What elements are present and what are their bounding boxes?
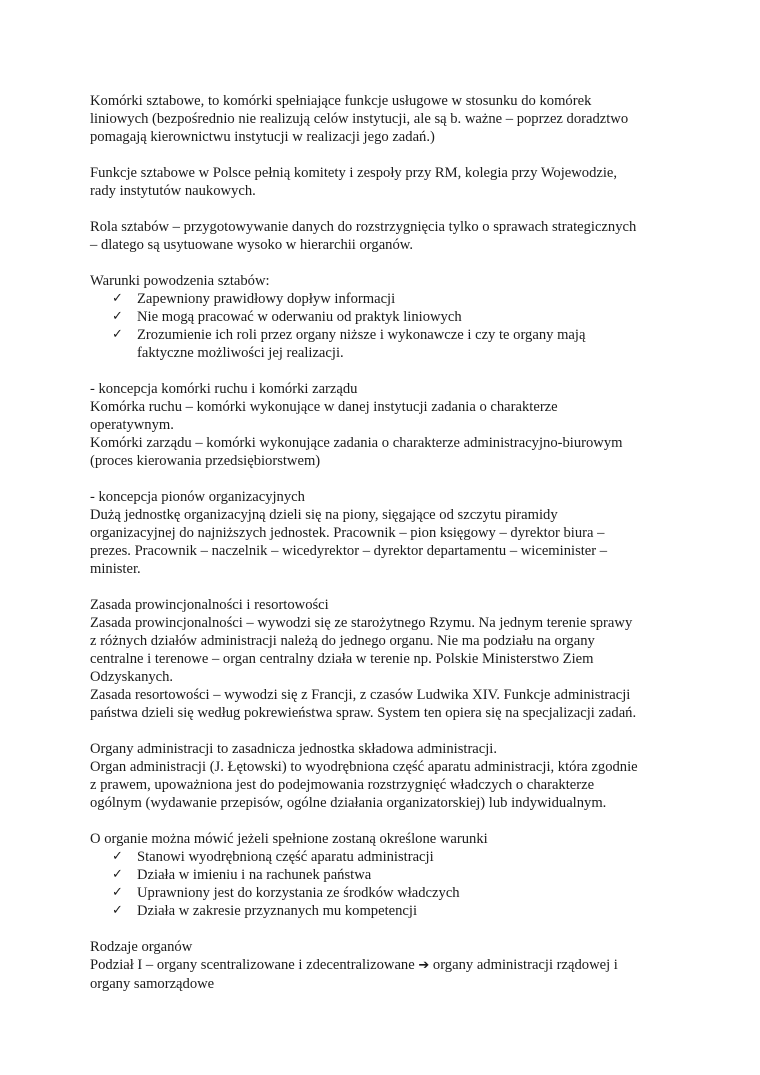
text-line: rady instytutów naukowych. [90, 183, 256, 199]
list-item [90, 866, 670, 884]
check-icon: ✓ [112, 309, 123, 324]
text-line: pomagają kierownictwu instytucji w realizacji jego zadań.) [90, 129, 435, 145]
text-line: Działa w imieniu i na rachunek państwa [137, 867, 372, 883]
text-line: Zasada prowincjonalności – wywodzi się ze starożytnego Rzymu. Na jednym terenie sprawy [90, 615, 633, 631]
text-line: Stanowi wyodrębnioną część aparatu administracji [137, 849, 434, 865]
list-item [90, 308, 670, 326]
text-line: Organ administracji (J. Łętowski) to wyodrębniona część aparatu administracji, która zgodnie [90, 759, 638, 775]
paragraph-komorka-ruchu [90, 380, 670, 470]
text-line: Nie mogą pracować w oderwaniu od praktyk liniowych [137, 309, 462, 325]
text-line: faktyczne możliwości jej realizacji. [137, 345, 344, 361]
text-line: Zasada resortowości – wywodzi się z Francji, z czasów Ludwika XIV. Funkcje administracji [90, 687, 631, 703]
text-line: Zasada prowincjonalności i resortowości [90, 597, 329, 613]
list-item [90, 848, 670, 866]
text-line: Uprawniony jest do korzystania ze środków władczych [137, 885, 460, 901]
text-line: z różnych działów administracji należą do jednego organu. Nie ma podziału na organy [90, 633, 595, 649]
text-line: Odzyskanych. [90, 669, 174, 685]
check-icon: ✓ [112, 867, 123, 882]
text-line: Komórki sztabowe, to komórki spełniające funkcje usługowe w stosunku do komórek [90, 93, 592, 109]
text-line [90, 956, 670, 975]
text-line: ogólnym (wydawanie przepisów, ogólne działania organizatorskiej) lub indywidualnym. [90, 795, 607, 811]
paragraph-rodzaje-organow [90, 938, 670, 993]
text-line: Komórka ruchu – komórki wykonujące w danej instytucji zadania o charakterze [90, 399, 558, 415]
checklist-warunki-sztabow [90, 290, 670, 362]
check-icon: ✓ [112, 849, 123, 864]
paragraph-zasada-prowincjonalnosci [90, 596, 670, 722]
list-item [90, 884, 670, 902]
document-page [90, 92, 670, 1011]
heading-warunki-organu [90, 830, 670, 848]
text-line: z prawem, upoważniona jest do podejmowania rozstrzygnięć władczych o charakterze [90, 777, 595, 793]
list-item [90, 326, 670, 362]
text-line: - koncepcja pionów organizacyjnych [90, 489, 305, 505]
text-segment: organy administracji rządowej i [429, 957, 618, 973]
arrow-right-icon: ➔ [418, 958, 430, 973]
text-line: Zapewniony prawidłowy dopływ informacji [137, 291, 396, 307]
text-line: Warunki powodzenia sztabów: [90, 273, 270, 289]
text-line: organy samorządowe [90, 976, 215, 992]
text-line: liniowych (bezpośrednio nie realizują celów instytucji, ale są b. ważne – poprzez doradztwo [90, 111, 629, 127]
text-line: operatywnym. [90, 417, 174, 433]
text-line: Komórki zarządu – komórki wykonujące zadania o charakterze administracyjno-biurowym [90, 435, 623, 451]
text-line: Rodzaje organów [90, 939, 193, 955]
text-line: minister. [90, 561, 141, 577]
text-line: centralne i terenowe – organ centralny działa w terenie np. Polskie Ministerstwo Ziem [90, 651, 594, 667]
check-icon: ✓ [112, 885, 123, 900]
checklist-warunki-organu [90, 848, 670, 920]
paragraph-komorki-sztabowe [90, 92, 670, 146]
paragraph-piony-organizacyjne [90, 488, 670, 578]
text-line: Organy administracji to zasadnicza jednostka składowa administracji. [90, 741, 498, 757]
text-line: Rola sztabów – przygotowywanie danych do rozstrzygnięcia tylko o sprawach strategicznych [90, 219, 637, 235]
text-line: O organie można mówić jeżeli spełnione zostaną określone warunki [90, 831, 488, 847]
text-line: Zrozumienie ich roli przez organy niższe i wykonawcze i czy te organy mają [137, 327, 586, 343]
paragraph-rola-sztabow [90, 218, 670, 254]
check-icon: ✓ [112, 291, 123, 306]
text-line: Działa w zakresie przyznanych mu kompetencji [137, 903, 417, 919]
text-line: Funkcje sztabowe w Polsce pełnią komitety i zespoły przy RM, kolegia przy Wojewodzie, [90, 165, 618, 181]
text-segment: Podział I – organy scentralizowane i zdecentralizowane [90, 957, 419, 973]
check-icon: ✓ [112, 903, 123, 918]
list-item [90, 290, 670, 308]
check-icon: ✓ [112, 327, 123, 342]
paragraph-organy-administracji [90, 740, 670, 812]
text-line: organizacyjnej do najniższych jednostek. Pracownik – pion księgowy – dyrektor biura – [90, 525, 605, 541]
list-item [90, 902, 670, 920]
heading-warunki-powodzenia [90, 272, 670, 290]
text-line: (proces kierowania przedsiębiorstwem) [90, 453, 321, 469]
text-line: prezes. Pracownik – naczelnik – wicedyrektor – dyrektor departamentu – wiceminister – [90, 543, 608, 559]
text-line: Dużą jednostkę organizacyjną dzieli się na piony, sięgające od szczytu piramidy [90, 507, 558, 523]
paragraph-funkcje-sztabowe [90, 164, 670, 200]
text-line: – dlatego są usytuowane wysoko w hierarchii organów. [90, 237, 414, 253]
text-line: - koncepcja komórki ruchu i komórki zarządu [90, 381, 358, 397]
text-line: państwa dzieli się według pokrewieństwa spraw. System ten opiera się na specjalizacji zadań. [90, 705, 637, 721]
